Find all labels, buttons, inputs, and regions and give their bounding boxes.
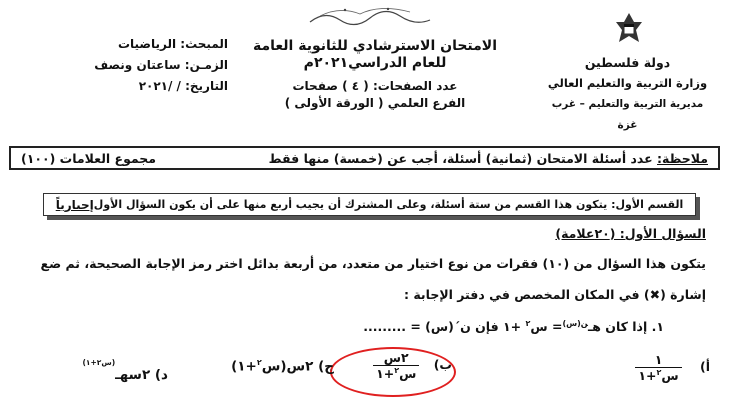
note-text: ملاحظة: عدد أسئلة الامتحان (ثمانية) أسئلة، أجب عن (خمسة) منها فقط	[268, 150, 708, 166]
subject: المبحث: الرياضيات	[117, 37, 228, 51]
exam-title: الامتحان الاسترشادي للثانوية العامة	[252, 38, 498, 54]
option-b: ب) $\frac{\text{٢س}}{س^٢+١}$	[373, 350, 452, 381]
question1-item1: ١. إذا كان هـ$^{ن(س)}$= س$^٢$ +١ فإن ن´(س) = .........	[363, 319, 664, 335]
palestine-emblem-icon	[612, 10, 646, 48]
branch: الفرع العلمي ( الورقة الأولى )	[284, 96, 466, 110]
ministry-name: وزارة التربية والتعليم العالي	[547, 76, 708, 90]
page-count: عدد الصفحات: ( ٤ ) صفحات	[292, 79, 458, 93]
exam-title-block	[240, 38, 510, 112]
option-b-fraction: $\frac{\text{٢س}}{س^٢+١}$	[373, 350, 419, 381]
option-d: د) ٢سهـ$^{(س٢+١)}$	[82, 358, 168, 383]
note-bar	[9, 146, 720, 170]
issuer-block	[540, 52, 715, 136]
question1-title: السؤال الأول: (٢٠علامة)	[555, 226, 706, 241]
basmala-calligraphy	[300, 2, 440, 30]
question1-intro-line2: إشارة (✖) في المكان المخصص في دفتر الإجابة :	[404, 287, 706, 302]
option-a-fraction: $\frac{١}{س^٢+١}$	[635, 352, 681, 383]
academic-year: للعام الدراسي٢٠٢١م	[303, 55, 447, 71]
exam-meta	[28, 34, 228, 97]
option-c: ج) ٢س(س$^٢$+١)	[231, 358, 334, 375]
state-name: دولة فلسطين	[584, 55, 671, 70]
section1-instructions: القسم الأول: يتكون هذا القسم من ستة أسئلة، وعلى المشترك أن يجيب أربع منها على أن يكون السؤال الأول إجبارياً	[43, 193, 696, 216]
date: التاريخ: / /٢٠٢١	[138, 79, 228, 93]
question1-intro-line1: يتكون هذا السؤال من (١٠) فقرات من نوع اختيار من متعدد، من أربعة بدائل اختر رمز الإجابة الصحيحة، ثم ضع	[40, 256, 706, 271]
total-marks: مجموع العلامات (١٠٠)	[21, 150, 157, 166]
mandatory-word: إجبارياً	[55, 197, 94, 212]
directorate-name: مديرية التربية والتعليم – غرب غزة	[551, 98, 704, 131]
option-a: أ) $\frac{١}{س^٢+١}$	[635, 352, 710, 383]
duration: الزمـن: ساعتان ونصف	[94, 58, 228, 72]
